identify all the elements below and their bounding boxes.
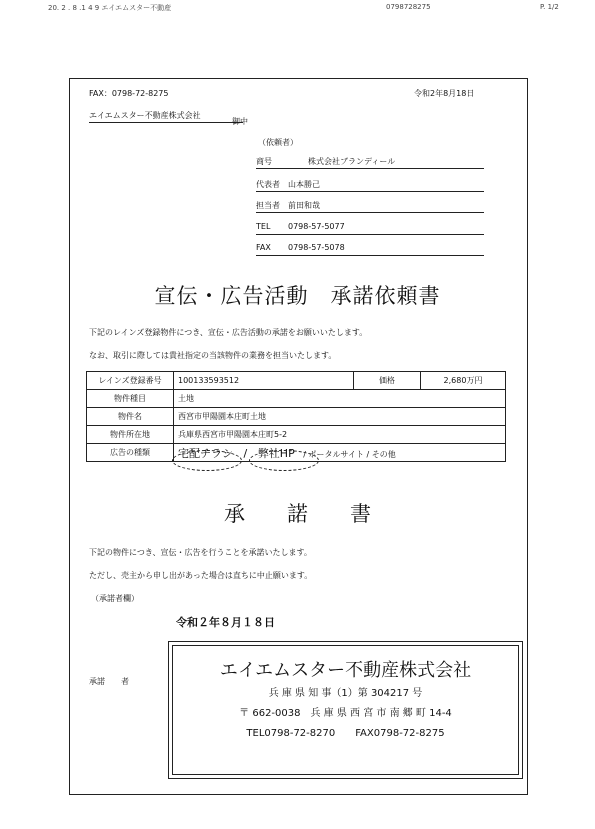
ad-hp: 弊社HP xyxy=(257,446,295,460)
sender-heading: （依頼者） xyxy=(258,138,298,147)
reins-value: 100133593512 xyxy=(174,372,354,390)
sender-row-label: FAX xyxy=(256,243,271,252)
name-label: 物件名 xyxy=(87,408,174,426)
stamp-address: 〒 662-0038 兵 庫 県 西 宮 市 南 郷 町 14-4 xyxy=(239,708,452,719)
table-row xyxy=(87,408,506,426)
address-label: 物件所在地 xyxy=(87,426,174,444)
sender-row-value: 山本勝己 xyxy=(288,180,320,189)
table-row xyxy=(87,426,506,444)
date-top: 令和2年8月18日 xyxy=(414,89,475,98)
type-value: 土地 xyxy=(174,390,506,408)
sender-row-representative xyxy=(256,179,484,192)
property-table xyxy=(86,371,506,462)
intro-line-1: 下記のレインズ登録物件につき、宣伝・広告活動の承諾をお願いいたします。 xyxy=(89,328,368,337)
consent-line-3: （承諾者欄） xyxy=(91,594,139,603)
table-row xyxy=(87,372,506,390)
address-value: 兵庫県西宮市甲陽園本庄町5-2 xyxy=(174,426,506,444)
sender-row-value: 0798-57-5078 xyxy=(288,243,345,252)
sender-row-tel xyxy=(256,222,484,235)
circle-mark-hp xyxy=(249,450,319,471)
table-row xyxy=(87,390,506,408)
page-title: 宣伝・広告活動 承諾依頼書 xyxy=(154,284,441,308)
sender-row-person xyxy=(256,200,484,213)
reins-label: レインズ登録番号 xyxy=(87,372,174,390)
stamp-company: エイエムスター不動産株式会社 xyxy=(219,660,472,681)
sender-row-value: 0798-57-5077 xyxy=(288,222,345,231)
intro-line-2: なお、取引に際しては貴社指定の当該物件の業務を担当いたします。 xyxy=(89,351,337,360)
circle-mark-flyer xyxy=(172,450,242,471)
sender-row-label: 商号 xyxy=(256,157,272,166)
price-label: 価格 xyxy=(354,372,421,390)
fax-header-number: 0798728275 xyxy=(386,3,431,11)
type-label: 物件種目 xyxy=(87,390,174,408)
consent-title: 承 諾 書 xyxy=(224,502,371,526)
sender-row-value: 株式会社ブランディール xyxy=(308,157,396,166)
consenter-label: 承諾 者 xyxy=(89,677,129,686)
company-stamp xyxy=(168,641,523,779)
fax-header-page: P. 1/2 xyxy=(540,3,559,11)
fax-to: FAX：0798-72-8275 xyxy=(89,89,169,98)
consent-date: 令和２年８月１８日 xyxy=(176,616,275,629)
fax-header-left: 20. 2 . 8 .1 4 9 エイエムスター不動産 xyxy=(48,4,172,12)
name-value: 西宮市甲陽園本庄町土地 xyxy=(174,408,506,426)
addressee-suffix: 御中 xyxy=(232,117,248,126)
addressee-name: エイエムスター不動産株式会社 xyxy=(89,111,201,120)
sender-row-company xyxy=(256,156,484,169)
stamp-phones: TEL0798-72-8270 FAX0798-72-8275 xyxy=(246,728,445,739)
ad-type-label: 広告の種類 xyxy=(87,444,174,462)
sender-row-fax xyxy=(256,243,484,256)
sender-row-label: TEL xyxy=(256,222,271,231)
sender-row-label: 代表者 xyxy=(256,180,280,189)
stamp-license: 兵 庫 県 知 事（1）第 304217 号 xyxy=(268,688,423,699)
consent-line-2: ただし、売主から申し出があった場合は直ちに中止願います。 xyxy=(89,571,313,580)
ad-flyer: 宅配チラシ xyxy=(178,446,233,460)
price-value: 2,680万円 xyxy=(421,372,506,390)
sender-row-value: 前田和哉 xyxy=(288,201,320,210)
sender-row-label: 担当者 xyxy=(256,201,280,210)
ad-separator: / xyxy=(243,446,248,460)
ad-other: / ポータルサイト / その他 xyxy=(303,449,396,459)
consent-line-1: 下記の物件につき、宣伝・広告を行うことを承諾いたします。 xyxy=(89,548,312,557)
addressee xyxy=(89,110,243,123)
